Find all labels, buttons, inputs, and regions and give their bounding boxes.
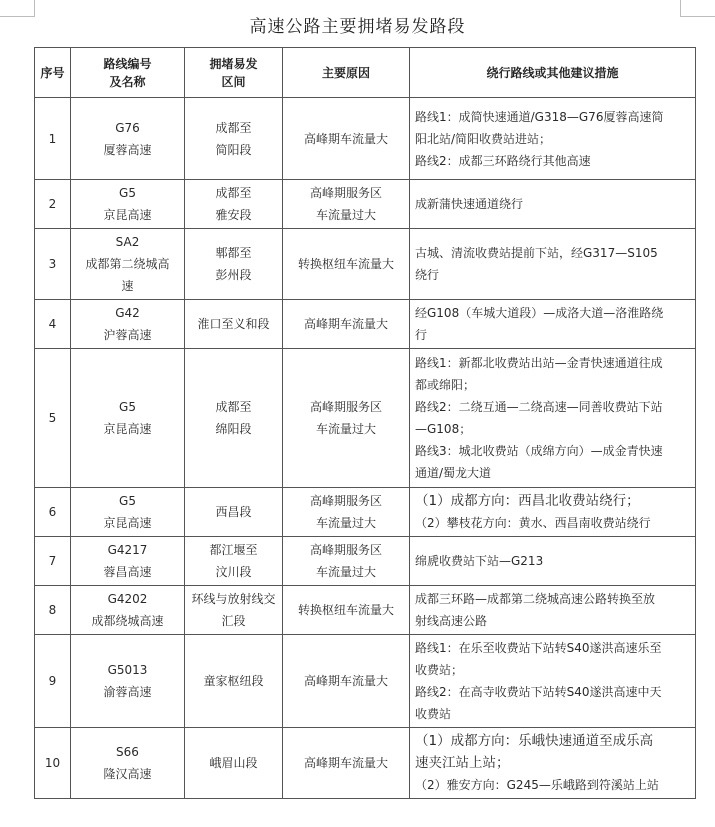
cell-seq: 6 <box>35 488 71 537</box>
advice-line: 成都三环路—成都第二绕城高速公路转换至放 <box>415 592 656 606</box>
advice-line: 绵虒收费站下站—G213 <box>415 554 544 568</box>
cell-route <box>71 229 185 300</box>
advice-line: （1）成都方向：乐峨快速通道至成乐高 <box>415 733 654 749</box>
header-seq: 序号 <box>35 48 71 98</box>
section-text: 绵阳段 <box>215 422 252 436</box>
cell-advice <box>410 586 696 635</box>
table-row <box>35 349 696 488</box>
cell-route <box>71 537 185 586</box>
cell-route <box>71 488 185 537</box>
cell-route <box>71 635 185 728</box>
cell-advice <box>410 635 696 728</box>
advice-line: 路线2：成都三环路绕行其他高速 <box>415 153 591 168</box>
route-name: 厦蓉高速 <box>103 142 152 157</box>
route-name: 京昆高速 <box>103 422 152 436</box>
header-route <box>71 48 185 98</box>
table-row <box>35 537 696 586</box>
route-code: S66 <box>116 745 139 759</box>
advice-line: 都或绵阳； <box>415 378 476 392</box>
cell-seq: 8 <box>35 586 71 635</box>
cell-section <box>185 635 283 728</box>
route-code: G5 <box>119 186 136 200</box>
cell-seq: 9 <box>35 635 71 728</box>
route-name: 隆汉高速 <box>103 767 152 781</box>
cell-reason <box>283 488 410 537</box>
advice-line: 阳北站/简阳收费站进站； <box>415 131 552 146</box>
cell-reason <box>283 180 410 229</box>
congestion-table <box>34 47 696 799</box>
route-name: 成都第二绕城高 <box>85 257 170 271</box>
advice-line: 经G108（车城大道段）—成洛大道—洛淮路绕 <box>415 306 664 320</box>
advice-line: 路线3：城北收费站（成绵方向）—成金青快速 <box>415 444 663 458</box>
section-text: 环线与放射线交 <box>191 592 276 606</box>
section-text: 汶川段 <box>215 565 252 579</box>
advice-line: （1）成都方向：西昌北收费站绕行； <box>415 493 640 509</box>
route-name: 成都绕城高速 <box>91 614 164 628</box>
section-text: 淮口至义和段 <box>197 317 270 331</box>
table-row <box>35 300 696 349</box>
section-text: 雅安段 <box>215 208 252 222</box>
reason-text: 转换枢纽车流量大 <box>297 603 394 617</box>
cell-advice <box>410 537 696 586</box>
cell-reason <box>283 300 410 349</box>
route-name: 京昆高速 <box>103 516 152 530</box>
advice-line: 射线高速公路 <box>415 614 488 628</box>
advice-line: —G108； <box>415 422 472 436</box>
section-text: 成都至 <box>215 186 252 200</box>
cell-reason <box>283 349 410 488</box>
cell-reason <box>283 98 410 180</box>
cell-advice <box>410 98 696 180</box>
cell-route <box>71 98 185 180</box>
section-text: 成都至 <box>215 120 252 135</box>
section-text: 都江堰至 <box>209 543 258 557</box>
section-text: 简阳段 <box>215 142 252 157</box>
route-name: 京昆高速 <box>103 208 152 222</box>
cell-section <box>185 728 283 799</box>
reason-text: 高峰期服务区 <box>309 494 382 508</box>
table-row <box>35 180 696 229</box>
reason-text: 高峰期服务区 <box>309 400 382 414</box>
advice-line: 路线1：新都北收费站出站—金青快速通道往成 <box>415 356 663 370</box>
reason-text: 高峰期车流量大 <box>303 317 388 331</box>
table-row <box>35 488 696 537</box>
cell-seq: 5 <box>35 349 71 488</box>
cell-reason <box>283 229 410 300</box>
cell-seq: 2 <box>35 180 71 229</box>
cell-route <box>71 349 185 488</box>
table-row <box>35 98 696 180</box>
cell-route <box>71 728 185 799</box>
cell-seq: 3 <box>35 229 71 300</box>
route-code: G4217 <box>107 543 148 557</box>
cell-section <box>185 300 283 349</box>
cell-reason <box>283 586 410 635</box>
header-section-line2: 区间 <box>221 74 246 89</box>
cell-advice <box>410 728 696 799</box>
route-code: G42 <box>115 306 140 320</box>
route-code: G5013 <box>107 663 148 677</box>
route-code: G5 <box>119 494 136 508</box>
table-header-row <box>35 48 696 98</box>
cell-advice <box>410 349 696 488</box>
cell-route <box>71 300 185 349</box>
section-text: 峨眉山段 <box>209 756 258 770</box>
cell-advice <box>410 229 696 300</box>
cell-section <box>185 537 283 586</box>
reason-text: 车流量过大 <box>315 565 376 579</box>
reason-text: 车流量过大 <box>315 422 376 436</box>
route-code: G76 <box>115 120 140 135</box>
header-section-line1: 拥堵易发 <box>209 56 258 71</box>
section-text: 童家枢纽段 <box>203 674 264 688</box>
advice-line: 行 <box>415 328 428 342</box>
reason-text: 车流量过大 <box>315 208 376 222</box>
cell-reason <box>283 635 410 728</box>
advice-line: 古城、清流收费站提前下站，经G317—S105 <box>415 246 658 260</box>
cell-seq: 7 <box>35 537 71 586</box>
cell-reason <box>283 537 410 586</box>
route-code: G5 <box>119 400 136 414</box>
cell-advice <box>410 300 696 349</box>
route-code: G4202 <box>107 592 148 606</box>
cell-section <box>185 349 283 488</box>
cell-route <box>71 586 185 635</box>
header-route-line1: 路线编号 <box>103 56 152 71</box>
header-section <box>185 48 283 98</box>
cell-advice <box>410 180 696 229</box>
advice-line: （2）攀枝花方向：黄水、西昌南收费站绕行 <box>415 516 651 530</box>
route-code: SA2 <box>115 235 140 249</box>
cell-section <box>185 98 283 180</box>
table-row <box>35 229 696 300</box>
header-route-line2: 及名称 <box>109 74 146 89</box>
header-advice: 绕行路线或其他建议措施 <box>410 48 696 98</box>
cell-section <box>185 586 283 635</box>
reason-text: 高峰期车流量大 <box>303 756 388 770</box>
reason-text: 高峰期服务区 <box>309 543 382 557</box>
table-row <box>35 635 696 728</box>
advice-line: 通道/蜀龙大道 <box>415 466 492 480</box>
cell-reason <box>283 728 410 799</box>
section-text: 郫都至 <box>215 246 252 260</box>
reason-text: 高峰期服务区 <box>309 186 382 200</box>
advice-line: 收费站； <box>415 663 464 677</box>
advice-line: 路线1：在乐至收费站下站转S40遂洪高速乐至 <box>415 641 662 655</box>
table-row <box>35 586 696 635</box>
advice-line: （2）雅安方向：G245—乐峨路到符溪站上站 <box>415 778 659 792</box>
cell-section <box>185 229 283 300</box>
cell-section <box>185 488 283 537</box>
header-reason: 主要原因 <box>283 48 410 98</box>
route-name: 渝蓉高速 <box>103 685 152 699</box>
advice-line: 路线2：在高寺收费站下站转S40遂洪高速中天 <box>415 685 662 699</box>
advice-line: 路线1：成简快速通道/G318—G76厦蓉高速简 <box>415 109 664 124</box>
table-row <box>35 728 696 799</box>
section-text: 彭州段 <box>215 268 252 282</box>
route-name: 蓉昌高速 <box>103 565 152 579</box>
reason-text: 高峰期车流量大 <box>303 674 388 688</box>
cell-section <box>185 180 283 229</box>
reason-text: 车流量过大 <box>315 516 376 530</box>
advice-line: 路线2：二绕互通—二绕高速—同善收费站下站 <box>415 400 663 414</box>
section-text: 西昌段 <box>215 505 252 519</box>
advice-line: 收费站 <box>415 707 452 721</box>
cell-advice <box>410 488 696 537</box>
cell-seq: 4 <box>35 300 71 349</box>
advice-line: 绕行 <box>415 268 440 282</box>
reason-text: 高峰期车流量大 <box>303 131 388 146</box>
page-title: 高速公路主要拥堵易发路段 <box>249 17 466 37</box>
route-name: 沪蓉高速 <box>103 328 152 342</box>
cell-seq: 1 <box>35 98 71 180</box>
reason-text: 转换枢纽车流量大 <box>297 257 394 271</box>
cell-route <box>71 180 185 229</box>
section-text: 汇段 <box>221 614 246 628</box>
section-text: 成都至 <box>215 400 252 414</box>
cell-seq: 10 <box>35 728 71 799</box>
advice-line: 速夹江站上站； <box>415 755 510 771</box>
route-name-cont: 速 <box>121 279 134 293</box>
advice-line: 成新蒲快速通道绕行 <box>415 197 524 211</box>
